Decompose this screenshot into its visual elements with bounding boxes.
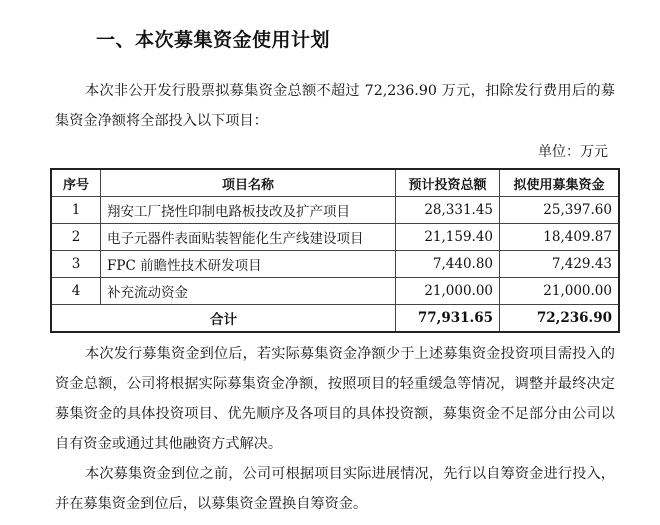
intro-paragraph: 本次非公开发行股票拟募集资金总额不超过 72,236.90 万元，扣除发行费用后的募集资金净额将全部投入以下项目： — [55, 83, 615, 129]
total-investment: 77,931.65 — [396, 305, 500, 333]
row-project-name: 补充流动资金 — [101, 278, 396, 305]
table-total-row — [51, 305, 619, 333]
header-index: 序号 — [51, 169, 101, 197]
table-row — [51, 278, 619, 305]
row-total-investment: 28,331.45 — [396, 197, 500, 224]
row-project-name: 翔安工厂挠性印制电路板技改及扩产项目 — [101, 197, 396, 224]
row-total-investment: 7,440.80 — [396, 251, 500, 278]
pre-funding-paragraph: 本次募集资金到位之前，公司可根据项目实际进展情况，先行以自筹资金进行投入，并在募集资金到位后，以募集资金置换自筹资金。 — [55, 466, 615, 512]
row-index: 3 — [51, 251, 101, 278]
header-total-investment: 预计投资总额 — [396, 169, 500, 197]
header-project-name: 项目名称 — [101, 169, 396, 197]
row-total-investment: 21,000.00 — [396, 278, 500, 305]
table-header-row — [51, 169, 619, 197]
row-project-name: 电子元器件表面贴装智能化生产线建设项目 — [101, 224, 396, 251]
row-raised-funds: 21,000.00 — [500, 278, 619, 305]
table-row — [51, 197, 619, 224]
row-project-name: FPC 前瞻性技术研发项目 — [101, 251, 396, 278]
row-raised-funds: 25,397.60 — [500, 197, 619, 224]
section-heading: 一、本次募集资金使用计划 — [96, 29, 331, 51]
row-raised-funds: 7,429.43 — [500, 251, 619, 278]
row-index: 2 — [51, 224, 101, 251]
allocation-paragraph: 本次发行募集资金到位后，若实际募集资金净额少于上述募集资金投资项目需投入的资金总额，公司将根据实际募集资金净额，按照项目的轻重缓急等情况，调整并最终决定募集资金的具体投资项目、优先顺序及各项目的具体投资额，募集资金不足部分由公司以自有资金或通过其他融资方式解决。 — [55, 346, 615, 452]
fund-usage-table — [50, 168, 620, 333]
table-row — [51, 251, 619, 278]
row-total-investment: 21,159.40 — [396, 224, 500, 251]
total-raised-funds: 72,236.90 — [500, 305, 619, 333]
row-index: 4 — [51, 278, 101, 305]
total-label: 合计 — [51, 305, 396, 333]
table-row — [51, 224, 619, 251]
unit-label: 单位：万元 — [538, 144, 608, 160]
row-raised-funds: 18,409.87 — [500, 224, 619, 251]
row-index: 1 — [51, 197, 101, 224]
header-raised-funds: 拟使用募集资金 — [500, 169, 619, 197]
